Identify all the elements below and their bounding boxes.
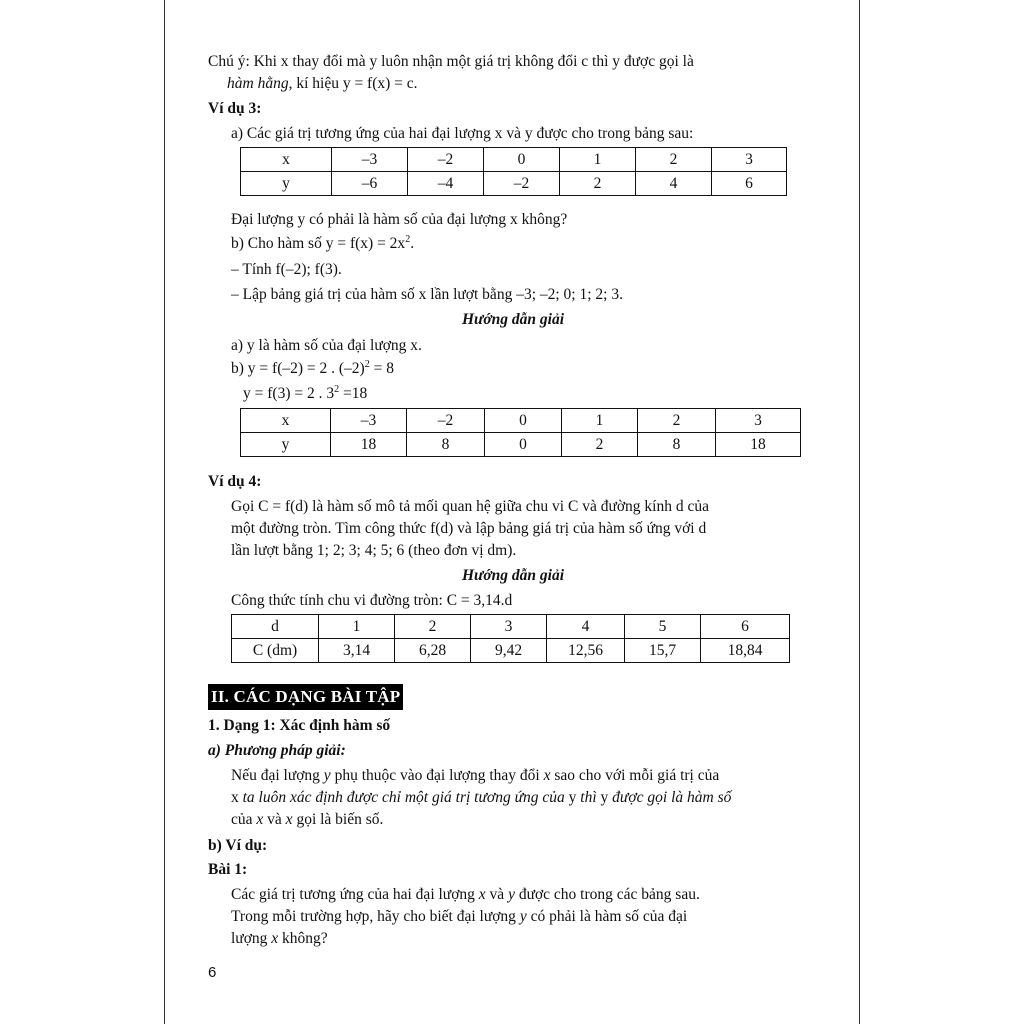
answer-b2-exponent: 2 — [334, 383, 340, 395]
note-term: hàm hằng — [227, 75, 289, 92]
table-row — [232, 615, 790, 639]
table-row-header: y — [241, 433, 331, 457]
exercise-1-title: Bài 1: — [208, 861, 248, 878]
table-cell: 0 — [484, 148, 560, 172]
table-cell: 0 — [485, 433, 562, 457]
table-row — [241, 148, 787, 172]
table-cell: –3 — [332, 148, 408, 172]
example-4-title: Ví dụ 4: — [208, 473, 262, 490]
table-row-header: x — [241, 409, 331, 433]
text-segment: của — [231, 811, 257, 828]
answer-b1-exponent: 2 — [364, 358, 370, 370]
variable-name: x — [271, 930, 279, 947]
table-cell: 3,14 — [319, 639, 395, 663]
example-3-answer-b2 — [243, 384, 367, 404]
variable-name: y — [508, 886, 515, 903]
section-2-heading: II. CÁC DẠNG BÀI TẬP — [208, 684, 403, 710]
example-4-table — [231, 614, 790, 663]
answer-b1-end: = 8 — [369, 360, 394, 377]
example-3-a-text: a) Các giá trị tương ứng của hai đại lượng x và y được cho trong bảng sau: — [231, 125, 694, 142]
document-page — [164, 0, 860, 1024]
variable-name: thì — [576, 789, 601, 806]
method-line-3 — [231, 810, 383, 830]
answer-b1-text: b) y = f(–2) = 2 . (–2) — [231, 360, 365, 377]
table-row — [241, 433, 801, 457]
example-4-paragraph-3: lần lượt bằng 1; 2; 3; 4; 5; 6 (theo đơn vị dm). — [231, 542, 517, 559]
example-title: b) Ví dụ: — [208, 837, 268, 854]
table-cell: 18 — [716, 433, 801, 457]
example-3-task-1: – Tính f(–2); f(3). — [231, 261, 342, 278]
table-cell: 15,7 — [625, 639, 701, 663]
example-3-b-text — [231, 234, 414, 254]
table-cell: 4 — [547, 615, 625, 639]
table-row-header: d — [232, 615, 319, 639]
text-segment: không? — [278, 930, 328, 947]
table-cell: 8 — [407, 433, 485, 457]
table-cell: 3 — [712, 148, 787, 172]
text-segment: x — [231, 789, 239, 806]
table-cell: 18 — [331, 433, 407, 457]
table-cell: 8 — [638, 433, 716, 457]
table-cell: 6,28 — [395, 639, 471, 663]
variable-name: y — [323, 767, 331, 784]
text-segment: và — [485, 886, 509, 903]
table-cell: 2 — [560, 172, 636, 196]
exercise-1-line-2 — [231, 907, 687, 927]
variable-name: y — [519, 908, 527, 925]
example-3-question: Đại lượng y có phải là hàm số của đại lượng x không? — [231, 211, 568, 228]
table-row-header: x — [241, 148, 332, 172]
table-row-header: C (dm) — [232, 639, 319, 663]
table-cell: 12,56 — [547, 639, 625, 663]
table-cell: –4 — [408, 172, 484, 196]
table-row — [241, 172, 787, 196]
text-segment: gọi là biến số. — [292, 811, 384, 828]
table-cell: 18,84 — [701, 639, 790, 663]
table-cell: 5 — [625, 615, 701, 639]
b-exponent: 2 — [405, 233, 411, 245]
table-row-header: y — [241, 172, 332, 196]
b-end: . — [410, 235, 415, 252]
table-cell: 1 — [319, 615, 395, 639]
text-segment: được cho trong các bảng sau. — [514, 886, 700, 903]
answer-b2-end: =18 — [339, 385, 368, 402]
method-title: a) Phương pháp giải: — [208, 742, 346, 759]
table-row — [241, 409, 801, 433]
note-text: Chú ý: Khi x thay đổi mà y luôn nhận một giá trị không đổi c thì y được gọi là — [208, 53, 694, 70]
table-cell: 3 — [471, 615, 547, 639]
example-4-paragraph-1: Gọi C = f(d) là hàm số mô tả mối quan hệ giữa chu vi C và đường kính d của — [231, 498, 709, 515]
text-segment: phụ thuộc vào đại lượng thay đổi — [330, 767, 544, 784]
table-row — [232, 639, 790, 663]
table-cell: 3 — [716, 409, 801, 433]
table-cell: 2 — [562, 433, 638, 457]
type-1-title: 1. Dạng 1: Xác định hàm số — [208, 717, 391, 734]
text-segment: sao cho với mỗi giá trị của — [550, 767, 720, 784]
method-line-2 — [231, 788, 731, 808]
example-3-table — [240, 147, 787, 196]
table-cell: 6 — [701, 615, 790, 639]
note-line-1 — [208, 52, 694, 72]
example-3-answer-b1 — [231, 359, 394, 379]
example-3-value-table — [240, 408, 801, 457]
text-segment: Nếu đại lượng — [231, 767, 324, 784]
note-line-2 — [227, 74, 418, 94]
table-cell: 9,42 — [471, 639, 547, 663]
table-cell: 2 — [638, 409, 716, 433]
example-4-paragraph-2: một đường tròn. Tìm công thức f(d) và lập bảng giá trị của hàm số ứng với d — [231, 520, 707, 537]
text-segment: có phải là hàm số của đại — [526, 908, 688, 925]
variable-name: ta luôn xác định được chỉ một giá trị tương ứng của — [238, 789, 569, 806]
variable-name: được gọi là hàm số — [608, 789, 732, 806]
variable-name: x — [543, 767, 551, 784]
table-cell: –2 — [407, 409, 485, 433]
exercise-1-line-3 — [231, 929, 328, 949]
example-3-title: Ví dụ 3: — [208, 100, 262, 117]
page-number: 6 — [208, 964, 217, 981]
table-cell: 4 — [636, 172, 712, 196]
table-cell: –2 — [408, 148, 484, 172]
example-3-guide-heading: Hướng dẫn giải — [461, 311, 564, 328]
text-segment: Các giá trị tương ứng của hai đại lượng — [231, 886, 479, 903]
table-cell: 6 — [712, 172, 787, 196]
exercise-1-line-1 — [231, 885, 700, 905]
table-cell: 1 — [562, 409, 638, 433]
variable-name: x — [478, 886, 486, 903]
table-cell: 1 — [560, 148, 636, 172]
table-cell: 2 — [636, 148, 712, 172]
table-cell: –6 — [332, 172, 408, 196]
answer-b2-text: y = f(3) = 2 . 3 — [243, 385, 335, 402]
example-3-answer-a: a) y là hàm số của đại lượng x. — [231, 337, 422, 354]
variable-name: x — [256, 811, 264, 828]
text-segment: y — [568, 789, 577, 806]
text-segment: lượng — [231, 930, 272, 947]
table-cell: –2 — [484, 172, 560, 196]
note-definition: , kí hiệu y = f(x) = c. — [288, 75, 418, 92]
table-cell: –3 — [331, 409, 407, 433]
example-4-guide-heading: Hướng dẫn giải — [461, 567, 564, 584]
text-segment: y — [600, 789, 609, 806]
text-segment: và — [263, 811, 286, 828]
table-cell: 2 — [395, 615, 471, 639]
text-segment: Trong mỗi trường hợp, hãy cho biết đại lượng — [231, 908, 520, 925]
b-text: b) Cho hàm số y = f(x) = 2x — [231, 235, 406, 252]
method-line-1 — [231, 766, 719, 786]
example-4-formula: Công thức tính chu vi đường tròn: C = 3,14.d — [231, 592, 513, 609]
variable-name: x — [285, 811, 293, 828]
example-3-task-2: – Lập bảng giá trị của hàm số x lần lượt bằng –3; –2; 0; 1; 2; 3. — [231, 286, 623, 303]
table-cell: 0 — [485, 409, 562, 433]
